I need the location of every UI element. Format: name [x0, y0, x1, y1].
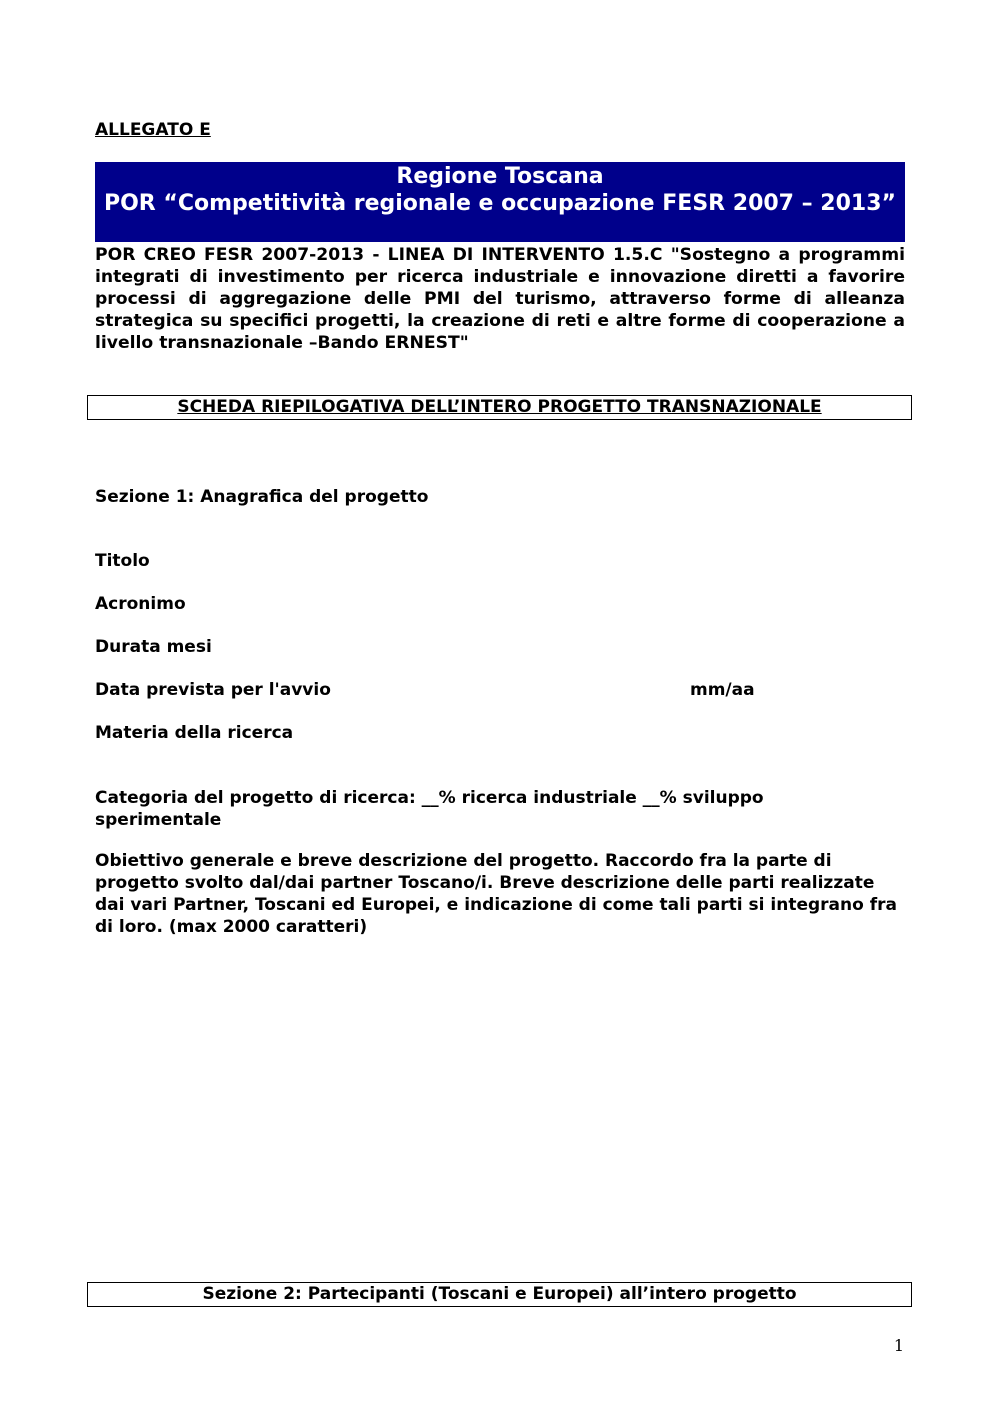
- region-banner: [95, 162, 905, 242]
- page-number: 1: [893, 1336, 904, 1355]
- section2-title: Sezione 2: Partecipanti (Toscani e Europei) all’intero progetto: [202, 1284, 797, 1304]
- allegato-label: ALLEGATO E: [95, 120, 211, 140]
- field-materia-label: Materia della ricerca: [95, 723, 294, 743]
- scheda-title: SCHEDA RIEPILOGATIVA DELL’INTERO PROGETTO TRANSNAZIONALE: [177, 397, 822, 417]
- banner-program-title: POR “Competitività regionale e occupazione FESR 2007 – 2013”: [103, 191, 897, 216]
- field-durata-label: Durata mesi: [95, 637, 212, 657]
- field-acronimo-label: Acronimo: [95, 594, 186, 614]
- section2-title-box: [87, 1282, 912, 1307]
- banner-region-title: Regione Toscana: [396, 164, 604, 189]
- field-data-format: mm/aa: [690, 680, 755, 700]
- field-obiettivo-label: Obiettivo generale e breve descrizione del progetto. Raccordo fra la parte di progetto svolto dal/dai partner Toscano/i. Breve descrizione delle parti realizzate dai vari Partner, Toscani ed Europei, e indicazione di come tali parti si integrano fra di loro. (max 2000 caratteri): [95, 851, 897, 937]
- field-data-avvio-label: Data prevista per l'avvio: [95, 680, 331, 700]
- scheda-title-box: [87, 395, 912, 420]
- section1-title: Sezione 1: Anagrafica del progetto: [95, 487, 429, 507]
- field-categoria-label: Categoria del progetto di ricerca: __% ricerca industriale __% sviluppo sperimentale: [95, 788, 764, 830]
- intro-paragraph: POR CREO FESR 2007-2013 - LINEA DI INTERVENTO 1.5.C "Sostegno a programmi integrati di investimento per ricerca industriale e innovazione diretti a favorire processi di aggregazione delle PMI del turismo, attraverso forme di alleanza strategica su specifici progetti, la creazione di reti e altre forme di cooperazione a livello transnazionale –Bando ERNEST": [95, 245, 905, 353]
- field-titolo-label: Titolo: [95, 551, 150, 571]
